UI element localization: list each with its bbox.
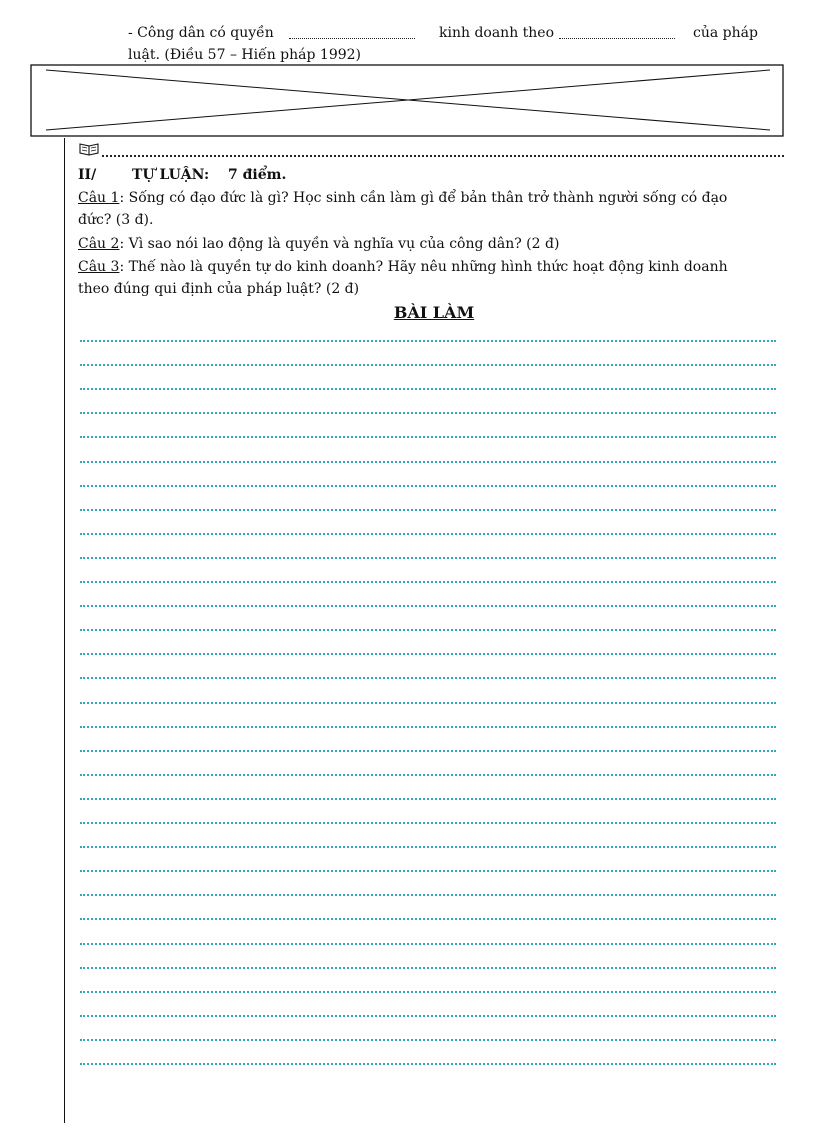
answer-line[interactable] [80, 870, 776, 872]
answer-line[interactable] [80, 822, 776, 824]
answer-line[interactable] [80, 846, 776, 848]
answer-line[interactable] [80, 677, 776, 679]
answer-line[interactable] [80, 774, 776, 776]
answer-line[interactable] [80, 509, 776, 511]
answer-line[interactable] [80, 991, 776, 993]
answer-line[interactable] [80, 726, 776, 728]
answer-line[interactable] [80, 1063, 776, 1065]
question-text: : Sống có đạo đức là gì? Học sinh cần làm gì để bản thân trở thành người sống có đạo [119, 190, 728, 206]
answer-line[interactable] [80, 485, 776, 487]
answer-line[interactable] [80, 533, 776, 535]
answer-heading: BÀI LÀM [393, 303, 475, 322]
question-1 [78, 190, 727, 206]
cut-line [102, 155, 784, 157]
answer-line[interactable] [80, 461, 776, 463]
section-number: II/ [78, 167, 97, 183]
blank-1[interactable] [289, 38, 415, 39]
section-points: 7 điểm. [228, 167, 287, 183]
question-1-cont: đức? (3 đ). [78, 212, 154, 228]
fill-in-part2: kinh doanh theo [439, 25, 555, 41]
answer-line[interactable] [80, 894, 776, 896]
question-label: Câu 3 [78, 259, 120, 275]
answer-line[interactable] [80, 581, 776, 583]
fill-in-part1: - Công dân có quyền [128, 25, 274, 41]
margin-line [64, 138, 65, 1123]
answer-line[interactable] [80, 943, 776, 945]
answer-line[interactable] [80, 918, 776, 920]
question-text: : Vì sao nói lao động là quyền và nghĩa vụ của công dân? (2 đ) [119, 236, 560, 252]
answer-line[interactable] [80, 605, 776, 607]
fill-in-part3: của pháp [693, 25, 758, 41]
answer-line[interactable] [80, 629, 776, 631]
question-3 [78, 259, 728, 275]
answer-line[interactable] [80, 967, 776, 969]
section-title: TỰ LUẬN: [132, 167, 210, 183]
blank-2[interactable] [559, 38, 675, 39]
answer-line[interactable] [80, 557, 776, 559]
question-text: : Thế nào là quyền tự do kinh doanh? Hãy nêu những hình thức hoạt động kinh doanh [119, 259, 728, 275]
answer-line[interactable] [80, 340, 776, 342]
question-label: Câu 1 [78, 190, 120, 206]
answer-line[interactable] [80, 702, 776, 704]
fill-in-statement [0, 0, 816, 70]
question-label: Câu 2 [78, 236, 120, 252]
question-2 [78, 236, 559, 252]
fill-in-line2: luật. (Điều 57 – Hiến pháp 1992) [128, 47, 361, 63]
answer-line[interactable] [80, 750, 776, 752]
answer-line[interactable] [80, 388, 776, 390]
book-scissors-icon [78, 141, 102, 157]
crossed-box [30, 64, 785, 138]
question-3-cont: theo đúng qui định của pháp luật? (2 đ) [78, 281, 360, 297]
answer-line[interactable] [80, 1015, 776, 1017]
answer-line[interactable] [80, 1039, 776, 1041]
answer-line[interactable] [80, 798, 776, 800]
answer-line[interactable] [80, 653, 776, 655]
answer-line[interactable] [80, 412, 776, 414]
answer-line[interactable] [80, 364, 776, 366]
answer-line[interactable] [80, 436, 776, 438]
